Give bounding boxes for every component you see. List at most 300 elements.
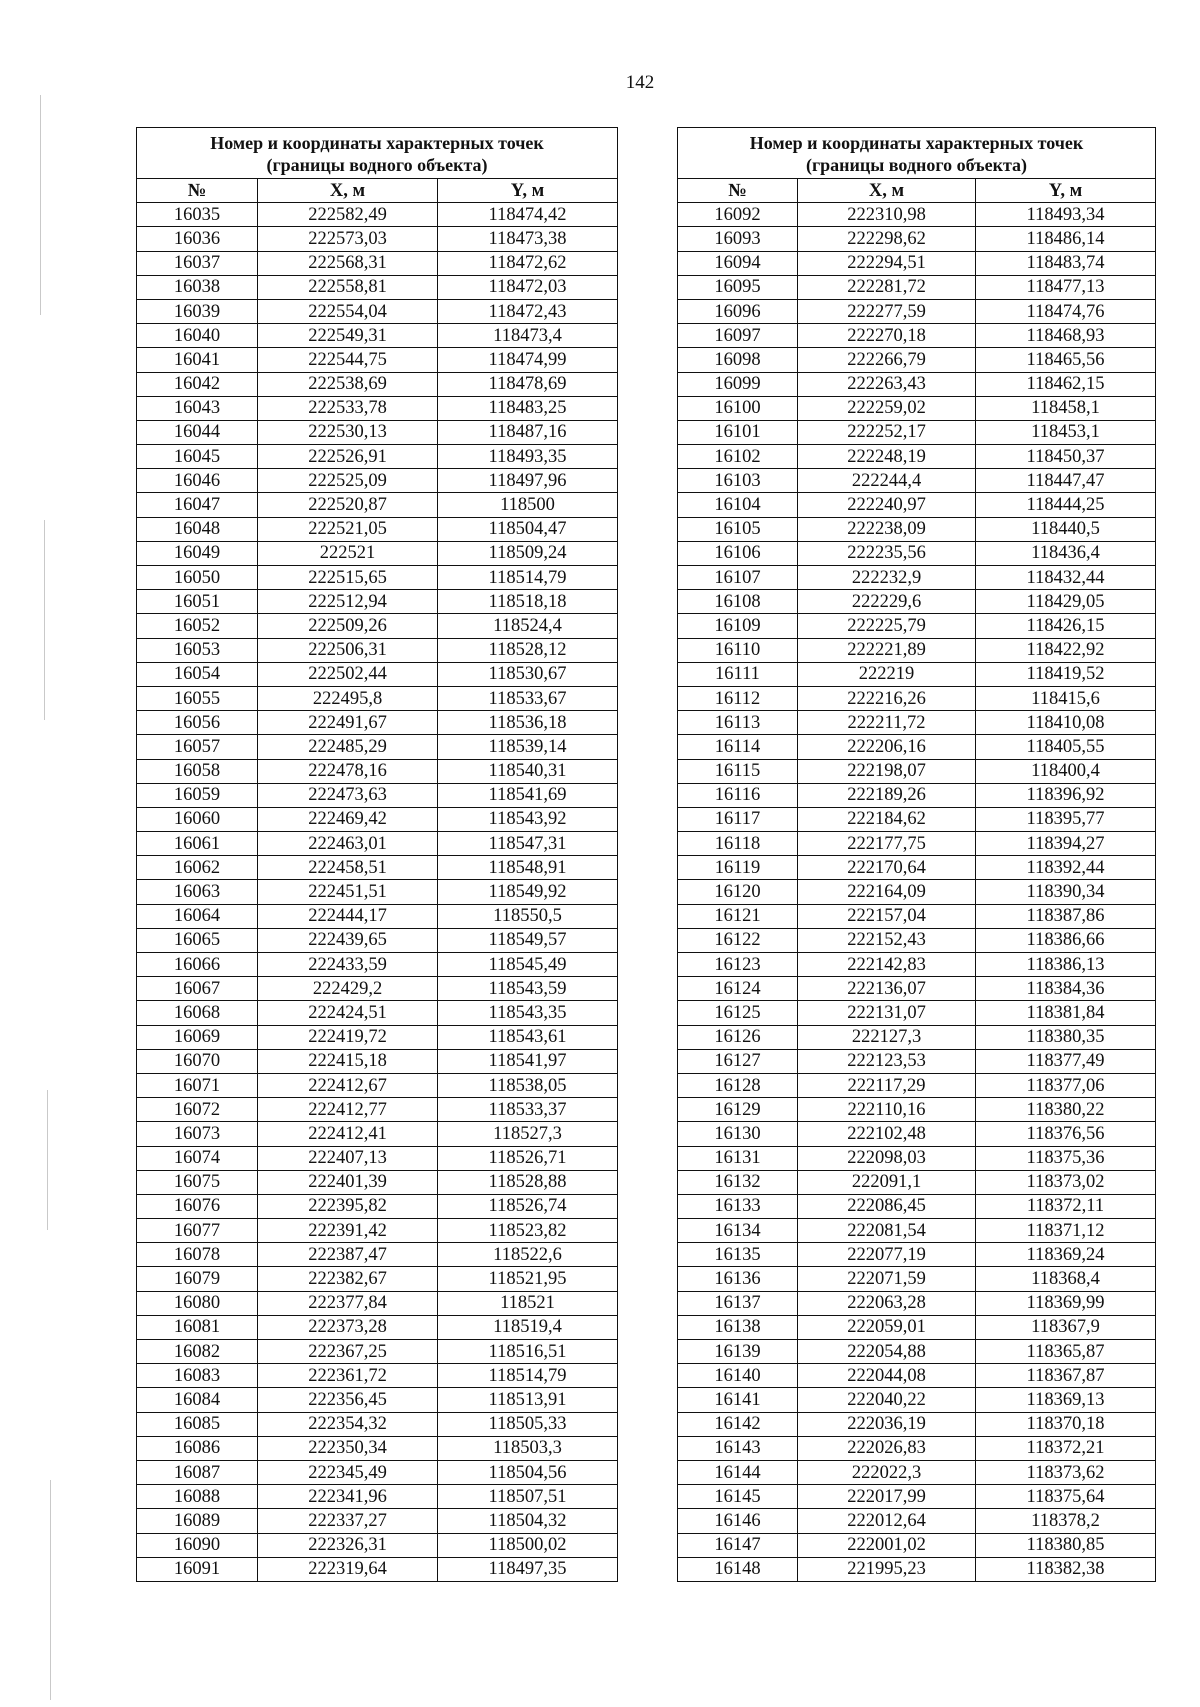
y-coordinate-cell: 118369,99 — [976, 1291, 1156, 1315]
table-row — [137, 1025, 618, 1049]
y-coordinate-cell: 118521 — [438, 1291, 618, 1315]
point-number-cell: 16061 — [137, 832, 258, 856]
table-row — [678, 445, 1156, 469]
point-number-cell: 16130 — [678, 1122, 798, 1146]
point-number-cell: 16132 — [678, 1170, 798, 1194]
x-coordinate-cell: 222244,4 — [798, 469, 976, 493]
point-number-cell: 16044 — [137, 420, 258, 444]
caption-line-1: Номер и координаты характерных точек — [210, 133, 544, 153]
x-coordinate-cell: 222098,03 — [798, 1146, 976, 1170]
point-number-cell: 16066 — [137, 953, 258, 977]
y-coordinate-cell: 118373,02 — [976, 1170, 1156, 1194]
coordinates-table-left — [136, 127, 618, 1582]
x-coordinate-cell: 222401,39 — [258, 1170, 438, 1194]
table-row — [678, 1436, 1156, 1460]
table-row — [678, 880, 1156, 904]
y-coordinate-cell: 118522,6 — [438, 1243, 618, 1267]
table-row — [137, 396, 618, 420]
x-coordinate-cell: 222263,43 — [798, 372, 976, 396]
table-row — [137, 1073, 618, 1097]
point-number-cell: 16114 — [678, 735, 798, 759]
point-number-cell: 16071 — [137, 1073, 258, 1097]
table-row — [678, 1025, 1156, 1049]
point-number-cell: 16051 — [137, 590, 258, 614]
x-coordinate-cell: 222521,05 — [258, 517, 438, 541]
x-coordinate-cell: 222211,72 — [798, 711, 976, 735]
y-coordinate-cell: 118497,35 — [438, 1557, 618, 1581]
table-row — [137, 759, 618, 783]
table-row — [678, 1557, 1156, 1581]
table-row — [137, 638, 618, 662]
point-number-cell: 16118 — [678, 832, 798, 856]
x-coordinate-cell: 222412,67 — [258, 1073, 438, 1097]
table-row — [137, 299, 618, 323]
point-number-cell: 16137 — [678, 1291, 798, 1315]
table-row — [137, 1243, 618, 1267]
x-coordinate-cell: 222382,67 — [258, 1267, 438, 1291]
y-coordinate-cell: 118375,64 — [976, 1485, 1156, 1509]
point-number-cell: 16102 — [678, 445, 798, 469]
x-coordinate-cell: 222337,27 — [258, 1509, 438, 1533]
y-coordinate-cell: 118543,92 — [438, 807, 618, 831]
table-row — [137, 1436, 618, 1460]
point-number-cell: 16120 — [678, 880, 798, 904]
x-coordinate-cell: 222526,91 — [258, 445, 438, 469]
x-coordinate-cell: 222573,03 — [258, 227, 438, 251]
y-coordinate-cell: 118503,3 — [438, 1436, 618, 1460]
table-row — [137, 614, 618, 638]
point-number-cell: 16143 — [678, 1436, 798, 1460]
x-coordinate-cell: 222123,53 — [798, 1049, 976, 1073]
table-row — [678, 977, 1156, 1001]
y-coordinate-cell: 118419,52 — [976, 662, 1156, 686]
point-number-cell: 16112 — [678, 686, 798, 710]
table-row — [678, 638, 1156, 662]
y-coordinate-cell: 118410,08 — [976, 711, 1156, 735]
y-coordinate-cell: 118372,11 — [976, 1194, 1156, 1218]
y-coordinate-cell: 118493,35 — [438, 445, 618, 469]
x-coordinate-cell: 222077,19 — [798, 1243, 976, 1267]
table-row — [137, 1122, 618, 1146]
y-coordinate-cell: 118526,71 — [438, 1146, 618, 1170]
x-coordinate-cell: 221995,23 — [798, 1557, 976, 1581]
x-coordinate-cell: 222502,44 — [258, 662, 438, 686]
table-row — [137, 1460, 618, 1484]
table-row — [678, 1001, 1156, 1025]
x-coordinate-cell: 222240,97 — [798, 493, 976, 517]
table-caption-row — [137, 128, 618, 179]
table-row — [678, 1122, 1156, 1146]
y-coordinate-cell: 118526,74 — [438, 1194, 618, 1218]
x-coordinate-cell: 222367,25 — [258, 1340, 438, 1364]
y-coordinate-cell: 118472,62 — [438, 251, 618, 275]
point-number-cell: 16109 — [678, 614, 798, 638]
point-number-cell: 16058 — [137, 759, 258, 783]
x-coordinate-cell: 222361,72 — [258, 1364, 438, 1388]
table-row — [137, 348, 618, 372]
x-coordinate-cell: 222225,79 — [798, 614, 976, 638]
point-number-cell: 16039 — [137, 299, 258, 323]
x-coordinate-cell: 222377,84 — [258, 1291, 438, 1315]
y-coordinate-cell: 118540,31 — [438, 759, 618, 783]
point-number-cell: 16087 — [137, 1460, 258, 1484]
point-number-cell: 16037 — [137, 251, 258, 275]
y-coordinate-cell: 118444,25 — [976, 493, 1156, 517]
point-number-cell: 16080 — [137, 1291, 258, 1315]
table-row — [137, 1557, 618, 1581]
table-row — [137, 880, 618, 904]
table-row — [137, 1291, 618, 1315]
table-row — [678, 1170, 1156, 1194]
table-row — [137, 324, 618, 348]
y-coordinate-cell: 118530,67 — [438, 662, 618, 686]
y-coordinate-cell: 118477,13 — [976, 275, 1156, 299]
table-row — [678, 856, 1156, 880]
point-number-cell: 16126 — [678, 1025, 798, 1049]
point-number-cell: 16116 — [678, 783, 798, 807]
x-coordinate-cell: 222001,02 — [798, 1533, 976, 1557]
point-number-cell: 16084 — [137, 1388, 258, 1412]
x-coordinate-cell: 222341,96 — [258, 1485, 438, 1509]
y-coordinate-cell: 118375,36 — [976, 1146, 1156, 1170]
y-coordinate-cell: 118509,24 — [438, 541, 618, 565]
point-number-cell: 16111 — [678, 662, 798, 686]
x-coordinate-cell: 222554,04 — [258, 299, 438, 323]
table-row — [678, 1364, 1156, 1388]
y-coordinate-cell: 118429,05 — [976, 590, 1156, 614]
point-number-cell: 16093 — [678, 227, 798, 251]
x-coordinate-cell: 222354,32 — [258, 1412, 438, 1436]
table-row — [137, 735, 618, 759]
table-row — [137, 203, 618, 227]
y-coordinate-cell: 118539,14 — [438, 735, 618, 759]
point-number-cell: 16036 — [137, 227, 258, 251]
table-row — [678, 1219, 1156, 1243]
y-coordinate-cell: 118514,79 — [438, 566, 618, 590]
table-row — [678, 420, 1156, 444]
point-number-cell: 16078 — [137, 1243, 258, 1267]
x-coordinate-cell: 222326,31 — [258, 1533, 438, 1557]
x-coordinate-cell: 222549,31 — [258, 324, 438, 348]
x-coordinate-cell: 222530,13 — [258, 420, 438, 444]
table-row — [678, 1098, 1156, 1122]
point-number-cell: 16142 — [678, 1412, 798, 1436]
table-row — [137, 953, 618, 977]
x-coordinate-cell: 222238,09 — [798, 517, 976, 541]
table-caption-row — [678, 128, 1156, 179]
table-row — [678, 227, 1156, 251]
point-number-cell: 16081 — [137, 1315, 258, 1339]
x-coordinate-cell: 222294,51 — [798, 251, 976, 275]
x-coordinate-cell: 222469,42 — [258, 807, 438, 831]
point-number-cell: 16048 — [137, 517, 258, 541]
x-coordinate-cell: 222266,79 — [798, 348, 976, 372]
x-coordinate-cell: 222515,65 — [258, 566, 438, 590]
x-coordinate-cell: 222184,62 — [798, 807, 976, 831]
point-number-cell: 16107 — [678, 566, 798, 590]
x-coordinate-cell: 222582,49 — [258, 203, 438, 227]
x-coordinate-cell: 222525,09 — [258, 469, 438, 493]
x-coordinate-cell: 222164,09 — [798, 880, 976, 904]
point-number-cell: 16122 — [678, 928, 798, 952]
table-row — [678, 928, 1156, 952]
point-number-cell: 16073 — [137, 1122, 258, 1146]
x-coordinate-cell: 222270,18 — [798, 324, 976, 348]
scan-edge-line — [40, 95, 41, 315]
table-row — [678, 1194, 1156, 1218]
x-coordinate-cell: 222568,31 — [258, 251, 438, 275]
x-coordinate-cell: 222117,29 — [798, 1073, 976, 1097]
y-coordinate-cell: 118474,99 — [438, 348, 618, 372]
y-coordinate-cell: 118549,57 — [438, 928, 618, 952]
point-number-cell: 16096 — [678, 299, 798, 323]
table-row — [137, 1219, 618, 1243]
x-coordinate-cell: 222345,49 — [258, 1460, 438, 1484]
x-coordinate-cell: 222059,01 — [798, 1315, 976, 1339]
table-row — [678, 348, 1156, 372]
x-coordinate-cell: 222512,94 — [258, 590, 438, 614]
table-row — [137, 590, 618, 614]
y-coordinate-cell: 118376,56 — [976, 1122, 1156, 1146]
y-coordinate-cell: 118387,86 — [976, 904, 1156, 928]
caption-line-2: (границы водного объекта) — [266, 155, 488, 175]
x-coordinate-cell: 222170,64 — [798, 856, 976, 880]
x-coordinate-cell: 222229,6 — [798, 590, 976, 614]
point-number-cell: 16119 — [678, 856, 798, 880]
y-coordinate-cell: 118473,38 — [438, 227, 618, 251]
point-number-cell: 16042 — [137, 372, 258, 396]
y-coordinate-cell: 118396,92 — [976, 783, 1156, 807]
x-coordinate-cell: 222012,64 — [798, 1509, 976, 1533]
point-number-cell: 16075 — [137, 1170, 258, 1194]
table-row — [137, 275, 618, 299]
y-coordinate-cell: 118386,13 — [976, 953, 1156, 977]
y-coordinate-cell: 118394,27 — [976, 832, 1156, 856]
x-coordinate-cell: 222419,72 — [258, 1025, 438, 1049]
table-row — [678, 1243, 1156, 1267]
y-coordinate-cell: 118538,05 — [438, 1073, 618, 1097]
table-header-row — [678, 179, 1156, 203]
x-coordinate-cell: 222412,41 — [258, 1122, 438, 1146]
point-number-cell: 16054 — [137, 662, 258, 686]
y-coordinate-cell: 118545,49 — [438, 953, 618, 977]
y-coordinate-cell: 118543,59 — [438, 977, 618, 1001]
x-coordinate-cell: 222415,18 — [258, 1049, 438, 1073]
x-coordinate-cell: 222081,54 — [798, 1219, 976, 1243]
y-coordinate-cell: 118370,18 — [976, 1412, 1156, 1436]
x-coordinate-cell: 222509,26 — [258, 614, 438, 638]
point-number-cell: 16135 — [678, 1243, 798, 1267]
table-row — [678, 566, 1156, 590]
x-coordinate-cell: 222248,19 — [798, 445, 976, 469]
y-coordinate-cell: 118474,76 — [976, 299, 1156, 323]
y-coordinate-cell: 118524,4 — [438, 614, 618, 638]
point-number-cell: 16076 — [137, 1194, 258, 1218]
table-row — [678, 807, 1156, 831]
y-coordinate-cell: 118487,16 — [438, 420, 618, 444]
point-number-cell: 16146 — [678, 1509, 798, 1533]
table-row — [137, 541, 618, 565]
table-row — [137, 1315, 618, 1339]
point-number-cell: 16129 — [678, 1098, 798, 1122]
table-row — [137, 227, 618, 251]
table-row — [137, 686, 618, 710]
y-coordinate-cell: 118513,91 — [438, 1388, 618, 1412]
y-coordinate-cell: 118436,4 — [976, 541, 1156, 565]
x-coordinate-cell: 222232,9 — [798, 566, 976, 590]
table-row — [678, 469, 1156, 493]
table-row — [137, 856, 618, 880]
x-coordinate-cell: 222221,89 — [798, 638, 976, 662]
x-coordinate-cell: 222022,3 — [798, 1460, 976, 1484]
scan-edge-line — [44, 520, 45, 720]
x-coordinate-cell: 222152,43 — [798, 928, 976, 952]
y-coordinate-cell: 118465,56 — [976, 348, 1156, 372]
table-row — [137, 662, 618, 686]
table-row — [137, 928, 618, 952]
table-row — [137, 1485, 618, 1509]
x-coordinate-cell: 222458,51 — [258, 856, 438, 880]
y-coordinate-cell: 118514,79 — [438, 1364, 618, 1388]
table-row — [678, 1412, 1156, 1436]
x-coordinate-cell: 222412,77 — [258, 1098, 438, 1122]
y-coordinate-cell: 118415,6 — [976, 686, 1156, 710]
y-coordinate-cell: 118392,44 — [976, 856, 1156, 880]
point-number-cell: 16094 — [678, 251, 798, 275]
x-coordinate-cell: 222429,2 — [258, 977, 438, 1001]
y-coordinate-cell: 118382,38 — [976, 1557, 1156, 1581]
y-coordinate-cell: 118528,88 — [438, 1170, 618, 1194]
point-number-cell: 16148 — [678, 1557, 798, 1581]
y-coordinate-cell: 118473,4 — [438, 324, 618, 348]
point-number-cell: 16064 — [137, 904, 258, 928]
y-coordinate-cell: 118549,92 — [438, 880, 618, 904]
table-row — [678, 711, 1156, 735]
y-coordinate-cell: 118474,42 — [438, 203, 618, 227]
point-number-cell: 16091 — [137, 1557, 258, 1581]
table-row — [678, 251, 1156, 275]
table-row — [678, 1533, 1156, 1557]
x-coordinate-cell: 222136,07 — [798, 977, 976, 1001]
y-coordinate-cell: 118367,87 — [976, 1364, 1156, 1388]
y-coordinate-cell: 118369,24 — [976, 1243, 1156, 1267]
table-body-right — [678, 203, 1156, 1582]
x-coordinate-cell: 222216,26 — [798, 686, 976, 710]
y-coordinate-cell: 118523,82 — [438, 1219, 618, 1243]
table-row — [678, 1388, 1156, 1412]
coordinates-table-right — [677, 127, 1156, 1582]
y-coordinate-cell: 118519,4 — [438, 1315, 618, 1339]
x-coordinate-cell: 222026,83 — [798, 1436, 976, 1460]
point-number-cell: 16097 — [678, 324, 798, 348]
y-coordinate-cell: 118405,55 — [976, 735, 1156, 759]
point-number-cell: 16100 — [678, 396, 798, 420]
y-coordinate-cell: 118422,92 — [976, 638, 1156, 662]
point-number-cell: 16123 — [678, 953, 798, 977]
x-coordinate-cell: 222157,04 — [798, 904, 976, 928]
point-number-cell: 16059 — [137, 783, 258, 807]
table-row — [678, 1049, 1156, 1073]
table-row — [678, 1315, 1156, 1339]
x-coordinate-cell: 222451,51 — [258, 880, 438, 904]
x-coordinate-cell: 222198,07 — [798, 759, 976, 783]
point-number-cell: 16082 — [137, 1340, 258, 1364]
point-number-cell: 16035 — [137, 203, 258, 227]
table-row — [678, 1146, 1156, 1170]
table-row — [137, 1001, 618, 1025]
x-coordinate-cell: 222310,98 — [798, 203, 976, 227]
y-coordinate-cell: 118516,51 — [438, 1340, 618, 1364]
scan-edge-line — [50, 1480, 51, 1700]
table-row — [137, 1098, 618, 1122]
y-coordinate-cell: 118440,5 — [976, 517, 1156, 541]
x-coordinate-cell: 222142,83 — [798, 953, 976, 977]
table-row — [137, 711, 618, 735]
x-coordinate-cell: 222177,75 — [798, 832, 976, 856]
table-row — [137, 445, 618, 469]
x-coordinate-cell: 222206,16 — [798, 735, 976, 759]
point-number-cell: 16079 — [137, 1267, 258, 1291]
y-coordinate-cell: 118384,36 — [976, 977, 1156, 1001]
x-coordinate-cell: 222444,17 — [258, 904, 438, 928]
table-row — [137, 904, 618, 928]
table-row — [678, 299, 1156, 323]
table-row — [137, 1194, 618, 1218]
point-number-cell: 16089 — [137, 1509, 258, 1533]
point-number-cell: 16121 — [678, 904, 798, 928]
x-coordinate-cell: 222538,69 — [258, 372, 438, 396]
table-row — [678, 1073, 1156, 1097]
point-number-cell: 16063 — [137, 880, 258, 904]
x-coordinate-cell: 222102,48 — [798, 1122, 976, 1146]
point-number-cell: 16106 — [678, 541, 798, 565]
table-row — [678, 203, 1156, 227]
point-number-cell: 16086 — [137, 1436, 258, 1460]
point-number-cell: 16068 — [137, 1001, 258, 1025]
x-coordinate-cell: 222235,56 — [798, 541, 976, 565]
x-coordinate-cell: 222533,78 — [258, 396, 438, 420]
point-number-cell: 16060 — [137, 807, 258, 831]
x-coordinate-cell: 222356,45 — [258, 1388, 438, 1412]
table-row — [137, 1388, 618, 1412]
point-number-cell: 16053 — [137, 638, 258, 662]
point-number-cell: 16049 — [137, 541, 258, 565]
table-row — [137, 1412, 618, 1436]
point-number-cell: 16124 — [678, 977, 798, 1001]
table-row — [137, 420, 618, 444]
x-coordinate-cell: 222473,63 — [258, 783, 438, 807]
x-coordinate-cell: 222040,22 — [798, 1388, 976, 1412]
table-row — [678, 324, 1156, 348]
y-coordinate-cell: 118541,69 — [438, 783, 618, 807]
y-coordinate-cell: 118395,77 — [976, 807, 1156, 831]
y-coordinate-cell: 118533,37 — [438, 1098, 618, 1122]
point-number-cell: 16139 — [678, 1340, 798, 1364]
header-y: Y, м — [976, 179, 1156, 203]
y-coordinate-cell: 118369,13 — [976, 1388, 1156, 1412]
x-coordinate-cell: 222506,31 — [258, 638, 438, 662]
y-coordinate-cell: 118500 — [438, 493, 618, 517]
header-x: X, м — [258, 179, 438, 203]
point-number-cell: 16125 — [678, 1001, 798, 1025]
table-row — [137, 251, 618, 275]
table-row — [678, 1485, 1156, 1509]
point-number-cell: 16136 — [678, 1267, 798, 1291]
y-coordinate-cell: 118378,2 — [976, 1509, 1156, 1533]
table-caption — [678, 128, 1156, 179]
header-number: № — [137, 179, 258, 203]
x-coordinate-cell: 222544,75 — [258, 348, 438, 372]
